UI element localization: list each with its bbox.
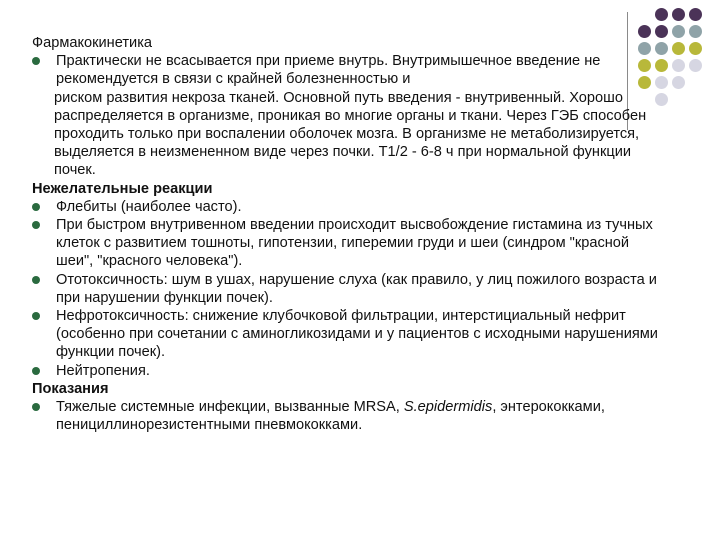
- adverse-item-text: Ототоксичность: шум в ушах, нарушение слуха (как правило, у лиц пожилого возраста и при нарушении функции почек).: [56, 271, 657, 306]
- bullet-icon: [32, 203, 40, 211]
- adverse-item: [32, 271, 662, 307]
- bullet-icon: [32, 403, 40, 411]
- decor-dot: [638, 8, 651, 21]
- decor-dot: [672, 93, 685, 106]
- pharmacokinetics-heading: Фармакокинетика: [32, 35, 153, 51]
- decor-dot: [689, 25, 702, 38]
- indications-item: [32, 398, 662, 434]
- adverse-item: [32, 362, 662, 380]
- decor-dot: [672, 59, 685, 72]
- pharmacokinetics-text-1: Практически не всасывается при приеме внутрь. Внутримышечное введение не рекомендуется в связи с крайней болезненностью и: [56, 53, 601, 88]
- bullet-icon: [32, 312, 40, 320]
- bullet-icon: [32, 221, 40, 229]
- indications-heading: Показания: [32, 380, 109, 397]
- slide-content: [32, 34, 662, 434]
- bullet-icon: [32, 57, 40, 65]
- decor-dot: [689, 42, 702, 55]
- adverse-item-text: Флебиты (наиболее часто).: [56, 198, 242, 215]
- pharmacokinetics-item: [32, 52, 662, 179]
- decor-dot: [672, 42, 685, 55]
- indications-italic: S.epidermidis: [403, 399, 493, 416]
- decor-dot: [689, 76, 702, 89]
- decor-dot: [689, 59, 702, 72]
- decor-dot: [689, 93, 702, 106]
- adverse-reactions-heading: Нежелательные реакции: [32, 180, 213, 197]
- indications-text-b: , энтерококками, пенициллинорезистентными пневмококками.: [56, 399, 605, 434]
- decor-dot: [672, 8, 685, 21]
- adverse-item: [32, 307, 662, 362]
- adverse-item-text: Нейтропения.: [56, 362, 150, 379]
- adverse-item: [32, 216, 662, 271]
- indications-text: [56, 398, 662, 434]
- bullet-icon: [32, 367, 40, 375]
- adverse-item: [32, 198, 662, 216]
- adverse-item-text: Нефротоксичность: снижение клубочковой фильтрации, интерстициальный нефрит (особенно при сочетании с аминогликозидами и у пациентов с исходными нарушениями функции почек).: [56, 308, 658, 361]
- indications-text-a: Тяжелые системные инфекции, вызванные MRSA,: [56, 399, 404, 416]
- decor-dot: [655, 8, 668, 21]
- bullet-icon: [32, 276, 40, 284]
- decor-dot: [672, 76, 685, 89]
- adverse-item-text: При быстром внутривенном введении происходит высвобождение гистамина из тучных клеток с развитием тошноты, гипотензии, гиперемии груди и шеи (синдром "красной шеи", "красного человека").: [56, 217, 653, 270]
- pharmacokinetics-text-2: риском развития некроза тканей. Основной путь введения - внутривенный. Хорошо распределяется в организме, проникая во многие органы и ткани. Через ГЭБ способен проходить только при воспалении оболочек мозга. В организме не метаболизируется, выделяется в неизмененном виде через почки. Т1/2 - 6-8 ч при нормальной функции почек.: [54, 89, 647, 179]
- decor-dot: [689, 8, 702, 21]
- decor-dot: [672, 25, 685, 38]
